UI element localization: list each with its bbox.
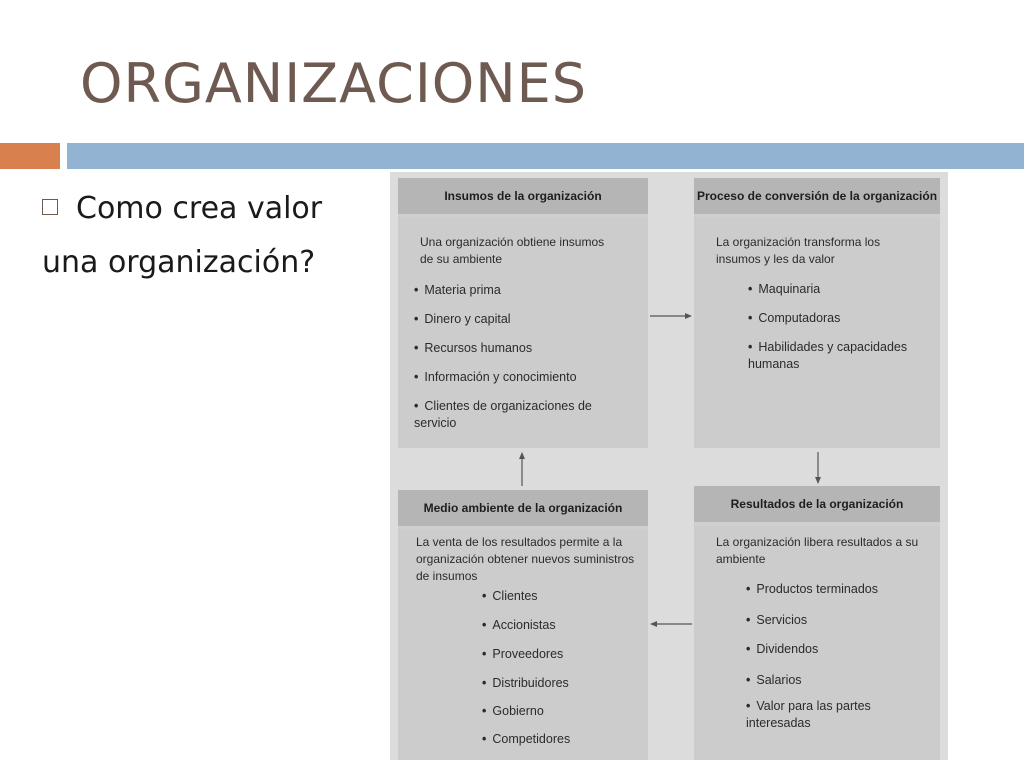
conversion-box-header: Proceso de conversión de la organización [694,178,940,214]
conversion-intro: La organización transforma los insumos y les da valor [716,235,881,266]
outputs-item: • Dividendos [746,641,818,658]
inputs-intro: Una organización obtiene insumos de su ambiente [420,235,605,266]
outputs-item: • Valor para las partes interesadas [746,698,906,732]
inputs-item: • Recursos humanos [414,340,532,357]
inputs-item: • Clientes de organizaciones de servicio [414,398,604,432]
accent-bar-blue [67,143,1024,169]
environment-box-header: Medio ambiente de la organización [398,490,648,526]
outputs-box-header: Resultados de la organización [694,486,940,522]
environment-item: • Competidores [482,731,570,748]
environment-item: • Gobierno [482,703,544,720]
environment-intro: La venta de los resultados permite a la organización obtener nuevos suministros de insumos [416,535,635,583]
environment-item: • Distribuidores [482,675,569,692]
environment-item: • Clientes [482,588,538,605]
outputs-intro: La organización libera resultados a su ambiente [716,535,919,566]
square-bullet-icon [42,199,58,215]
outputs-item: • Salarios [746,672,802,689]
inputs-item: • Información y conocimiento [414,369,577,386]
accent-bar-orange [0,143,60,169]
conversion-item: • Habilidades y capacidades humanas [748,339,938,373]
inputs-item: • Materia prima [414,282,501,299]
inputs-box-header: Insumos de la organización [398,178,648,214]
outputs-item: • Servicios [746,612,807,629]
environment-item: • Accionistas [482,617,556,634]
flow-arrows [390,172,948,760]
bullet-text-line2: una organización? [42,245,316,280]
bullet-text-line1: Como crea valor [76,191,323,226]
slide-title: ORGANIZACIONES [80,52,588,115]
outputs-item: • Productos terminados [746,581,878,598]
inputs-item: • Dinero y capital [414,311,511,328]
conversion-item: • Computadoras [748,310,840,327]
environment-item: • Proveedores [482,646,563,663]
conversion-item: • Maquinaria [748,281,820,298]
bullet-point [42,190,382,282]
organization-value-diagram [390,172,948,760]
